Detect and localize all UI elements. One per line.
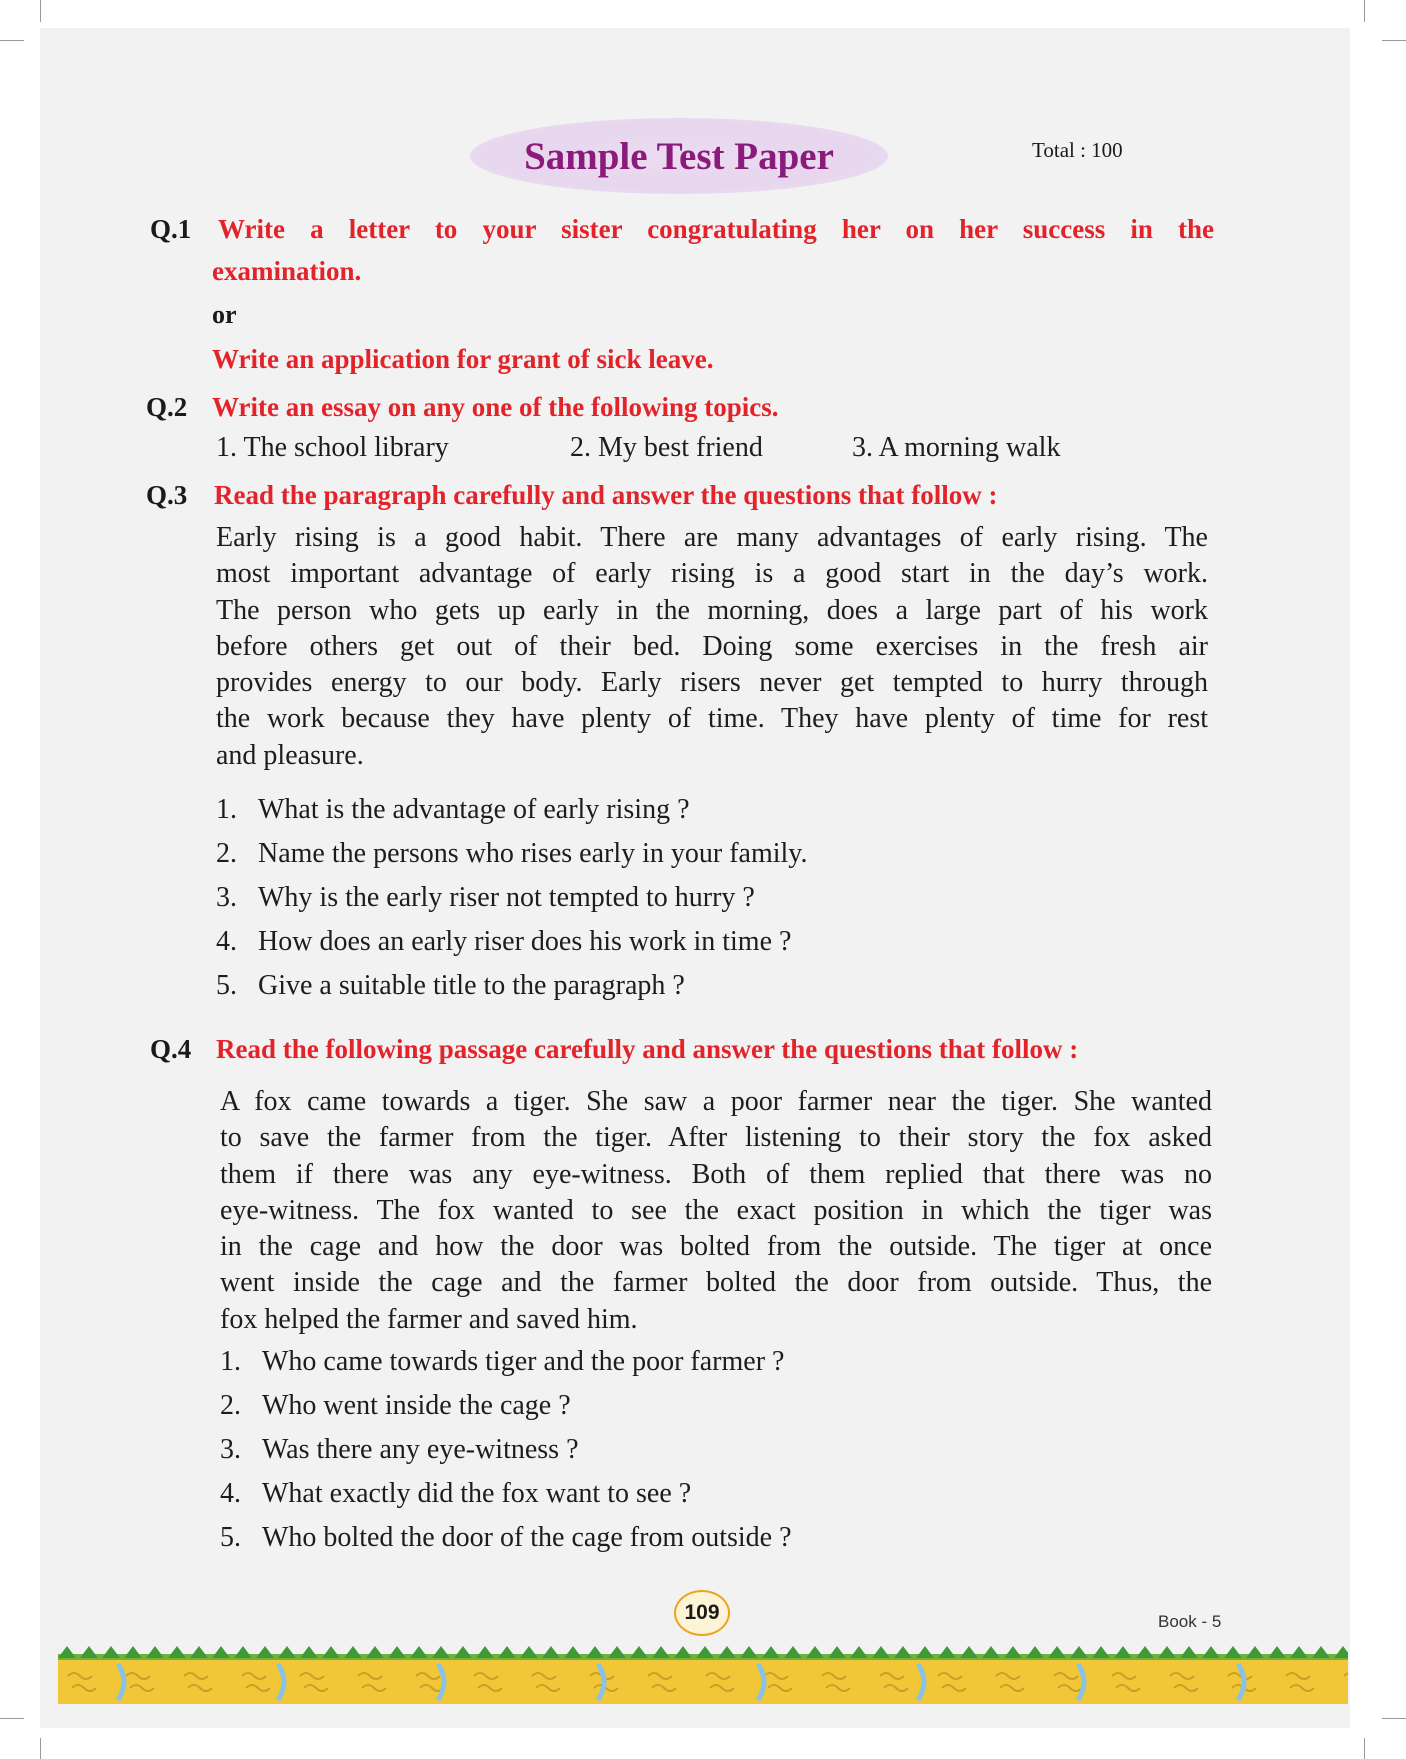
tree-shape: [894, 1646, 912, 1658]
question-item: 1. What is the advantage of early rising ?: [216, 794, 690, 825]
tree-shape: [124, 1646, 142, 1658]
tree-shape: [828, 1646, 846, 1658]
tree-shape: [1136, 1646, 1154, 1658]
passage: [216, 520, 1208, 774]
crop-mark: [1364, 1738, 1365, 1759]
tree-shape: [850, 1646, 868, 1658]
tree-shape: [1070, 1646, 1088, 1658]
tree-shape: [300, 1646, 318, 1658]
crop-mark: [0, 1718, 24, 1719]
crop-mark: [1382, 1718, 1406, 1719]
question-text: Write an essay on any one of the following topics.: [212, 392, 779, 422]
question-text: Write a letter to your sister congratulating her on her success in the: [218, 214, 1214, 244]
tree-shape: [212, 1646, 230, 1658]
question-item: 2. Who went inside the cage ?: [220, 1390, 571, 1421]
passage-line: and pleasure.: [216, 739, 364, 771]
question-item: 4. What exactly did the fox want to see ?: [220, 1478, 692, 1509]
page-number: 109: [674, 1590, 730, 1636]
passage-line: in the cage and how the door was bolted from the outside. The tiger at once: [220, 1231, 1212, 1263]
crop-mark: [40, 1738, 41, 1759]
question-item: 5. Who bolted the door of the cage from outside ?: [220, 1522, 792, 1553]
question-item: 4. How does an early riser does his work in time ?: [216, 926, 792, 957]
tree-shape: [1114, 1646, 1132, 1658]
tree-shape: [586, 1646, 604, 1658]
tree-shape: [564, 1646, 582, 1658]
title-banner: [470, 118, 888, 194]
tree-shape: [652, 1646, 670, 1658]
tree-shape: [344, 1646, 362, 1658]
topic-item: 1. The school library: [216, 432, 449, 463]
passage-line: provides energy to our body. Early risers never get tempted to hurry through: [216, 667, 1208, 699]
tree-shape: [806, 1646, 824, 1658]
tree-shape: [1158, 1646, 1176, 1658]
page-title: Sample Test Paper: [524, 134, 834, 178]
passage-line: The person who gets up early in the morning, does a large part of his work: [216, 594, 1208, 626]
passage-line: went inside the cage and the farmer bolted the door from outside. Thus, the: [220, 1267, 1212, 1299]
tree-shape: [1312, 1646, 1330, 1658]
crop-mark: [1382, 40, 1406, 41]
passage-line: fox helped the farmer and saved him.: [220, 1303, 638, 1335]
crop-mark: [40, 0, 41, 22]
question-item: 1. Who came towards tiger and the poor farmer ?: [220, 1346, 785, 1377]
tree-shape: [520, 1646, 538, 1658]
question-number: Q.1: [150, 214, 192, 244]
tree-shape: [960, 1646, 978, 1658]
tree-shape: [718, 1646, 736, 1658]
tree-shape: [432, 1646, 450, 1658]
topic-item: 3. A morning walk: [852, 432, 1061, 463]
tree-shape: [498, 1646, 516, 1658]
tree-shape: [388, 1646, 406, 1658]
tree-shape: [410, 1646, 428, 1658]
passage-line: Early rising is a good habit. There are many advantages of early rising. The: [216, 522, 1208, 553]
crop-mark: [0, 40, 24, 41]
tree-shape: [872, 1646, 890, 1658]
question-number: Q.3: [146, 480, 188, 510]
tree-shape: [674, 1646, 692, 1658]
tree-shape: [1004, 1646, 1022, 1658]
passage-line: eye-witness. The fox wanted to see the exact position in which the tiger was: [220, 1194, 1212, 1226]
question-text-alt: Write an application for grant of sick leave.: [212, 344, 714, 374]
tree-shape: [366, 1646, 384, 1658]
tree-shape: [322, 1646, 340, 1658]
question-number: Q.2: [146, 392, 188, 422]
topic-item: 2. My best friend: [570, 432, 763, 463]
tree-shape: [234, 1646, 252, 1658]
tree-shape: [630, 1646, 648, 1658]
passage-line: the work because they have plenty of time. They have plenty of time for rest: [216, 703, 1208, 735]
tree-shape: [1268, 1646, 1286, 1658]
tree-shape: [1290, 1646, 1308, 1658]
passage: [220, 1084, 1212, 1338]
tree-shape: [58, 1646, 76, 1658]
tree-shape: [784, 1646, 802, 1658]
tree-shape: [146, 1646, 164, 1658]
tree-shape: [1202, 1646, 1220, 1658]
passage-line: A fox came towards a tiger. She saw a poor farmer near the tiger. She wanted: [220, 1086, 1212, 1117]
tree-shape: [80, 1646, 98, 1658]
tree-shape: [1224, 1646, 1242, 1658]
question-item: 3. Was there any eye-witness ?: [220, 1434, 579, 1465]
tree-shape: [278, 1646, 296, 1658]
passage-line: to save the farmer from the tiger. After listening to their story the fox asked: [220, 1122, 1212, 1154]
book-label: Book - 5: [1158, 1612, 1222, 1631]
question-text: Read the following passage carefully and answer the questions that follow :: [216, 1034, 1079, 1064]
tree-shape: [1092, 1646, 1110, 1658]
tree-shape: [542, 1646, 560, 1658]
question-item: 2. Name the persons who rises early in your family.: [216, 838, 808, 869]
passage-line: them if there was any eye-witness. Both of them replied that there was no: [220, 1158, 1212, 1190]
question-item: 5. Give a suitable title to the paragraph ?: [216, 970, 685, 1001]
tree-shape: [916, 1646, 934, 1658]
total-marks: Total : 100: [1032, 138, 1123, 162]
tree-shape: [476, 1646, 494, 1658]
crop-mark: [1364, 0, 1365, 22]
tree-shape: [1334, 1646, 1348, 1658]
tree-shape: [1246, 1646, 1264, 1658]
tree-shape: [762, 1646, 780, 1658]
tree-shape: [454, 1646, 472, 1658]
passage-line: before others get out of their bed. Doing some exercises in the fresh air: [216, 630, 1208, 662]
tree-shape: [740, 1646, 758, 1658]
tree-shape: [256, 1646, 274, 1658]
question-text: examination.: [212, 256, 362, 286]
question-number: Q.4: [150, 1034, 192, 1064]
question-item: 3. Why is the early riser not tempted to hurry ?: [216, 882, 755, 913]
tree-shape: [1026, 1646, 1044, 1658]
tree-shape: [608, 1646, 626, 1658]
tree-shape: [1048, 1646, 1066, 1658]
tree-shape: [1180, 1646, 1198, 1658]
tree-shape: [982, 1646, 1000, 1658]
passage-line: most important advantage of early rising is a good start in the day’s work.: [216, 558, 1208, 590]
tree-shape: [696, 1646, 714, 1658]
tree-shape: [938, 1646, 956, 1658]
tree-shape: [102, 1646, 120, 1658]
or-label: or: [212, 300, 237, 329]
tree-shape: [190, 1646, 208, 1658]
tree-shape: [168, 1646, 186, 1658]
question-text: Read the paragraph carefully and answer the questions that follow :: [214, 480, 998, 510]
